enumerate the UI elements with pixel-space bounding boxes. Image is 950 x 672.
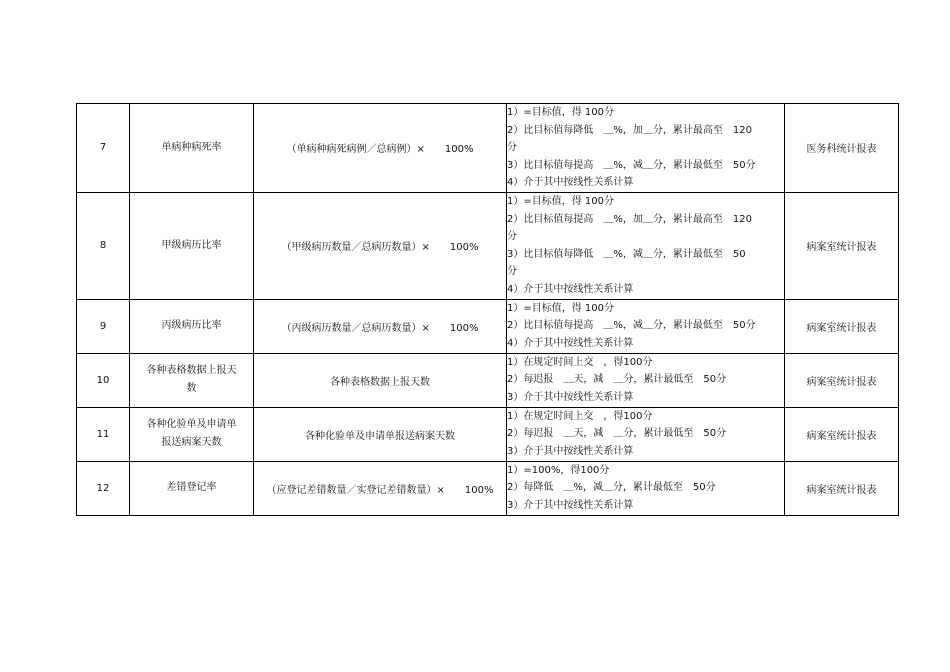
indicator-formula: （甲级病历数量／总病历数量）× 100% xyxy=(254,192,507,299)
rule-line: 1）=目标值，得 100分 xyxy=(507,302,615,314)
table-row xyxy=(77,299,899,353)
indicator-name-line: 各种表格数据上报天 xyxy=(146,365,237,377)
row-number: 8 xyxy=(77,192,130,299)
table-row xyxy=(77,192,899,299)
row-number: 7 xyxy=(77,104,130,193)
indicator-formula: 各种表格数据上报天数 xyxy=(254,353,507,407)
rule-line: 2）每迟报 ＿天，减 ＿分，累计最低至 50分 xyxy=(507,428,727,440)
rule-line: 1）=目标值，得 100分 xyxy=(507,195,615,207)
rule-line: 4）介于其中按线性关系计算 xyxy=(507,283,634,295)
data-source: 病案室统计报表 xyxy=(785,461,899,515)
rule-line: 3）比目标值每提高 ＿%，减＿分，累计最低至 50分 xyxy=(507,159,756,171)
scoring-rules xyxy=(507,461,785,515)
rule-line: 3）比目标值每降低 ＿%，减＿分，累计最低至 50 xyxy=(507,248,746,260)
table-row xyxy=(77,407,899,461)
indicator-name: 单病种病死率 xyxy=(130,104,254,193)
scoring-rules xyxy=(507,192,785,299)
scoring-rules xyxy=(507,407,785,461)
indicator-formula: （丙级病历数量／总病历数量）× 100% xyxy=(254,299,507,353)
rule-line: 3）介于其中按线性关系计算 xyxy=(507,391,634,403)
rule-line: 1）在规定时间上交 ，得100分 xyxy=(507,410,653,422)
scoring-rules xyxy=(507,299,785,353)
table-row xyxy=(77,353,899,407)
rule-line: 4）介于其中按线性关系计算 xyxy=(507,177,634,189)
rule-line: 1）在规定时间上交 ，得100分 xyxy=(507,356,653,368)
row-number: 11 xyxy=(77,407,130,461)
indicator-formula: 各种化验单及申请单报送病案天数 xyxy=(254,407,507,461)
data-source: 医务科统计报表 xyxy=(785,104,899,193)
row-number: 12 xyxy=(77,461,130,515)
indicator-formula: （应登记差错数量／实登记差错数量）× 100% xyxy=(254,461,507,515)
rule-line: 2）比目标值每降低 ＿%，加＿分，累计最高至 120 xyxy=(507,124,752,136)
rule-line: 4）介于其中按线性关系计算 xyxy=(507,337,634,349)
kpi-table xyxy=(76,103,899,516)
table-row xyxy=(77,104,899,193)
rule-line: 2）每迟报 ＿天，减 ＿分，累计最低至 50分 xyxy=(507,374,727,386)
rule-line: 2）每降低 ＿%，减＿分，累计最低至 50分 xyxy=(507,482,716,494)
indicator-name: 丙级病历比率 xyxy=(130,299,254,353)
indicator-name: 差错登记率 xyxy=(130,461,254,515)
rule-line: 3）介于其中按线性关系计算 xyxy=(507,499,634,511)
indicator-name-line: 数 xyxy=(186,383,197,395)
rule-line: 1）=目标值，得 100分 xyxy=(507,107,615,118)
rule-line: 分 xyxy=(507,231,517,243)
scoring-rules xyxy=(507,104,785,193)
table-row xyxy=(77,461,899,515)
data-source: 病案室统计报表 xyxy=(785,192,899,299)
rule-line: 3）介于其中按线性关系计算 xyxy=(507,445,634,457)
indicator-name xyxy=(130,407,254,461)
data-source: 病案室统计报表 xyxy=(785,407,899,461)
rule-line: 2）比目标值每提高 ＿%，加＿分，累计最高至 120 xyxy=(507,213,752,225)
scoring-rules xyxy=(507,353,785,407)
row-number: 10 xyxy=(77,353,130,407)
indicator-name-line: 报送病案天数 xyxy=(161,437,222,449)
indicator-name xyxy=(130,353,254,407)
rule-line: 1）=100%，得100分 xyxy=(507,464,610,476)
rule-line: 2）比目标值每提高 ＿%，减＿分，累计最低至 50分 xyxy=(507,320,756,332)
indicator-formula: （单病种病死病例／总病例）× 100% xyxy=(254,104,507,193)
rule-line: 分 xyxy=(507,266,517,278)
indicator-name: 甲级病历比率 xyxy=(130,192,254,299)
rule-line: 分 xyxy=(507,142,517,154)
data-source: 病案室统计报表 xyxy=(785,299,899,353)
indicator-name-line: 各种化验单及申请单 xyxy=(146,419,237,431)
row-number: 9 xyxy=(77,299,130,353)
data-source: 病案室统计报表 xyxy=(785,353,899,407)
